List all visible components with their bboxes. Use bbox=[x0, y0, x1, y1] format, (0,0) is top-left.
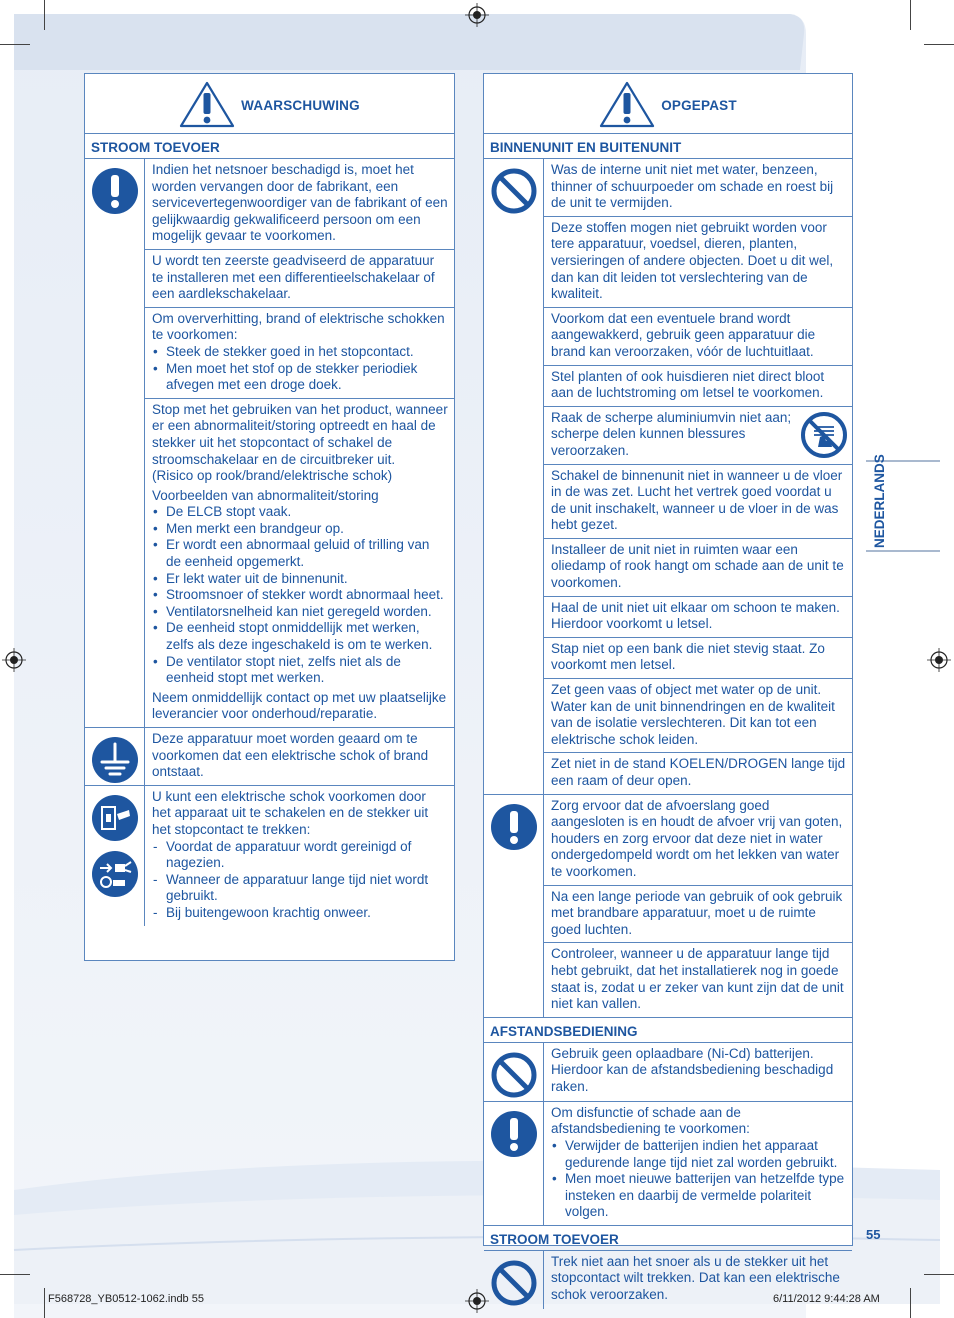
warning-cell bbox=[145, 250, 454, 308]
caution-group-remote-prohibited bbox=[484, 1043, 852, 1102]
cell-text: Neem onmiddellijk contact op met uw plaatselijke leverancier voor onderhoud/reparatie. bbox=[152, 689, 447, 722]
caution-cell bbox=[544, 465, 852, 539]
caution-group-remote-mandatory bbox=[484, 1102, 852, 1226]
caution-cell bbox=[544, 638, 852, 679]
icon-column bbox=[85, 728, 145, 785]
list-item: • Men merkt een brandgeur op. bbox=[152, 521, 448, 538]
cell-text: Stop met het gebruiken van het product, wanneer er een abnormaliteit/storing optreedt en haal de stekker uit het stopcontact of schakel de stroomschakelaar en de circuitbreker uit. bbox=[152, 401, 448, 467]
caution-cell bbox=[544, 943, 852, 1016]
section-title-remote-control: AFSTANDSBEDIENING bbox=[484, 1018, 852, 1043]
mandatory-exclamation-icon bbox=[490, 803, 538, 851]
caution-cell bbox=[544, 886, 852, 944]
warning-cell bbox=[145, 786, 454, 926]
cell-text: Stel planten of ook huisdieren niet direct bloot aan de luchtstroming om letsel te voorkomen. bbox=[551, 368, 825, 401]
caution-triangle-icon bbox=[599, 80, 655, 128]
cell-text: Zorg ervoor dat de afvoerslang goed aangesloten is en houdt de afvoer vrij van goten, houders en zorg ervoor dat deze niet in water ondergedompeld wordt om het lekken van water te voorkomen. bbox=[551, 797, 843, 879]
icon-column bbox=[85, 159, 145, 727]
cell-text: Zet geen vaas of object met water op de unit. Water kan de unit binnendringen en de kwaliteit van de isolatie verslechteren. Dit kan tot een elektrische schok leiden. bbox=[551, 682, 835, 747]
warning-column bbox=[84, 73, 455, 961]
crop-mark bbox=[0, 1274, 30, 1275]
caution-cell bbox=[544, 1102, 852, 1225]
cell-text: Om disfunctie of schade aan de afstandsbediening te voorkomen: bbox=[551, 1104, 750, 1137]
crop-mark bbox=[44, 1288, 45, 1318]
cell-text: Stap niet op een bank die niet stevig staat. Zo voorkomt men letsel. bbox=[551, 640, 825, 673]
footer-file-info: F568728_YB0512-1062.indb 55 bbox=[48, 1293, 204, 1305]
cell-text: Raak de scherpe aluminiumvin niet aan; scherpe delen kunnen blessures veroorzaken. bbox=[551, 409, 792, 458]
caution-cell bbox=[544, 308, 852, 366]
crop-mark bbox=[0, 44, 30, 45]
cell-text: Voorbeelden van abnormaliteit/storing bbox=[152, 487, 379, 503]
switch-off-icon bbox=[91, 794, 139, 842]
crop-mark bbox=[910, 1288, 911, 1318]
cell-text: Trek niet aan het snoer als u de stekker uit het stopcontact wilt trekken. Dat kan een elektrische schok veroorzaken. bbox=[551, 1253, 840, 1303]
icon-column bbox=[85, 786, 145, 926]
caution-group-prohibited bbox=[484, 159, 852, 795]
caution-cell bbox=[544, 597, 852, 638]
warning-cell bbox=[145, 159, 454, 250]
cell-text: Om oververhitting, brand of elektrische schokken te voorkomen: bbox=[152, 310, 445, 343]
warning-cell bbox=[145, 308, 454, 399]
prohibited-icon bbox=[490, 167, 538, 215]
cell-text: Na een lange periode van gebruik of ook gebruik met brandbare apparatuur, moet u de ruimte goed luchten. bbox=[551, 888, 843, 937]
warning-group-unplug bbox=[85, 786, 454, 926]
warning-title: WAARSCHUWING bbox=[241, 98, 360, 113]
icon-column bbox=[484, 1251, 544, 1309]
caution-cell bbox=[544, 407, 852, 465]
list-item: • De ventilator stopt niet, zelfs niet als de eenheid stopt met werken. bbox=[152, 654, 448, 687]
mandatory-exclamation-icon bbox=[91, 167, 139, 215]
warning-header bbox=[85, 74, 454, 134]
do-not-touch-fin-icon bbox=[800, 411, 848, 459]
crop-mark bbox=[910, 0, 911, 30]
cell-text: Zet niet in de stand KOELEN/DROGEN lange tijd een raam of deur open. bbox=[551, 756, 846, 788]
caution-cell bbox=[544, 539, 852, 597]
caution-cell bbox=[544, 679, 852, 753]
cell-text: Deze apparatuur moet worden geaard om te voorkomen dat een elektrische schok of brand ontstaat. bbox=[152, 731, 429, 780]
list-item: • Steek de stekker goed in het stopcontact. bbox=[152, 344, 448, 361]
language-tab bbox=[866, 454, 940, 552]
earth-ground-icon bbox=[91, 736, 139, 784]
registration-mark-icon bbox=[927, 648, 951, 672]
caution-cell bbox=[544, 753, 852, 793]
caution-title: OPGEPAST bbox=[661, 98, 737, 113]
warning-cell bbox=[145, 399, 454, 727]
list-item: - Wanneer de apparatuur lange tijd niet wordt gebruikt. bbox=[152, 872, 448, 905]
caution-cell bbox=[544, 795, 852, 886]
list-item: • De eenheid stopt onmiddellijk met werken, zelfs als deze ingeschakeld is om te werken. bbox=[152, 620, 448, 653]
list-item: - Voordat de apparatuur wordt gereinigd of nagezien. bbox=[152, 839, 448, 872]
page-number: 55 bbox=[866, 1227, 881, 1242]
icon-column bbox=[484, 1043, 544, 1101]
cell-text: Schakel de binnenunit niet in wanneer u de vloer in de was zet. Lucht het vertrek goed voordat u de unit inschakelt, wanneer u de vloer in de was hebt gezet. bbox=[551, 467, 843, 533]
list-item: • Men moet nieuwe batterijen van hetzelfde type insteken en daarbij de vermelde polariteit volgen. bbox=[551, 1171, 846, 1221]
language-tab-label: NEDERLANDS bbox=[872, 454, 887, 548]
prohibited-icon bbox=[490, 1259, 538, 1307]
registration-mark-icon bbox=[465, 3, 489, 27]
list-item: • Er lekt water uit de binnenunit. bbox=[152, 571, 448, 588]
caution-cell bbox=[544, 217, 852, 308]
cell-text: Controleer, wanneer u de apparatuur lange tijd hebt gebruikt, dat het installatierek nog in goede staat is, zodat u er zeker van kunt zijn dat de unit niet kan vallen. bbox=[551, 946, 844, 1012]
registration-mark-icon bbox=[2, 648, 26, 672]
caution-cell bbox=[544, 159, 852, 217]
icon-column bbox=[484, 159, 544, 794]
cell-text: Installeer de unit niet in ruimten waar een oliedamp of rook hangt om schade aan de unit te voorkomen. bbox=[551, 541, 844, 591]
list-item: • Verwijder de batterijen indien het apparaat gedurende lange tijd niet zal worden gebruikt. bbox=[551, 1138, 846, 1171]
list-item: • Stroomsnoer of stekker wordt abnormaal heet. bbox=[152, 587, 448, 604]
footer-timestamp: 6/11/2012 9:44:28 AM bbox=[773, 1293, 880, 1305]
list-item: • De ELCB stopt vaak. bbox=[152, 504, 448, 521]
cell-text: Gebruik geen oplaadbare (Ni-Cd) batterijen. Hierdoor kan de afstandsbediening beschadigd raken. bbox=[551, 1045, 834, 1094]
prohibited-icon bbox=[490, 1051, 538, 1099]
icon-column bbox=[484, 1102, 544, 1225]
cell-text: Was de interne unit niet met water, benzeen, thinner of schuurpoeder om schade en roest bij de unit te vermijden. bbox=[551, 162, 834, 211]
cell-text: U wordt ten zeerste geadviseerd de apparatuur te installeren met een differentieelschakelaar of een aardlekschakelaar. bbox=[152, 252, 435, 302]
cell-text: Voorkom dat een eventuele brand wordt aangewakkerd, gebruik geen apparatuur die brand kan veroorzaken, vóór de luchtuitlaat. bbox=[551, 310, 816, 359]
section-title-indoor-outdoor: BINNENUNIT EN BUITENUNIT bbox=[484, 134, 852, 159]
list-item: • Ventilatorsnelheid kan niet geregeld worden. bbox=[152, 604, 448, 621]
list-item: • Men moet het stof op de stekker periodiek afvegen met een droge doek. bbox=[152, 361, 448, 394]
caution-cell bbox=[544, 1043, 852, 1101]
list-item: - Bij buitengewoon krachtig onweer. bbox=[152, 905, 448, 922]
mandatory-exclamation-icon bbox=[490, 1110, 538, 1158]
cell-text: U kunt een elektrische schok voorkomen door het apparaat uit te schakelen en de stekker uit het stopcontact te trekken: bbox=[152, 788, 429, 837]
cell-text: Deze stoffen mogen niet gebruikt worden voor tere apparatuur, voedsel, dieren, planten, versieringen of andere objecten. Doet u dit wel, dan kan dit leiden tot verslechtering van de kwaliteit. bbox=[551, 219, 834, 302]
caution-group-mandatory bbox=[484, 795, 852, 1018]
caution-cell bbox=[544, 366, 852, 407]
warning-group-mandatory bbox=[85, 159, 454, 728]
warning-triangle-icon bbox=[179, 80, 235, 128]
crop-mark bbox=[924, 44, 954, 45]
icon-column bbox=[484, 795, 544, 1017]
cell-text: Haal de unit niet uit elkaar om schoon te maken. Hierdoor voorkomt u letsel. bbox=[551, 599, 840, 632]
unplug-icon bbox=[91, 850, 139, 898]
section-title-power: STROOM TOEVOER bbox=[484, 1226, 852, 1251]
crop-mark bbox=[44, 0, 45, 30]
cell-text: (Risico op rook/brand/elektrische schok) bbox=[152, 468, 393, 484]
list-item: • Er wordt een abnormaal geluid of trilling van de eenheid opgemerkt. bbox=[152, 537, 448, 570]
cell-text: Indien het netsnoer beschadigd is, moet het worden vervangen door de fabrikant, een servicevertegenwoordiger van de fabrikant of een gelijkwaardig gekwalificeerd persoon om een mogelijk gevaar te voorkomen. bbox=[152, 162, 448, 244]
warning-group-earth bbox=[85, 728, 454, 786]
caution-header bbox=[484, 74, 852, 134]
section-title-power: STROOM TOEVOER bbox=[85, 134, 454, 159]
warning-cell bbox=[145, 728, 454, 785]
crop-mark bbox=[924, 1274, 954, 1275]
